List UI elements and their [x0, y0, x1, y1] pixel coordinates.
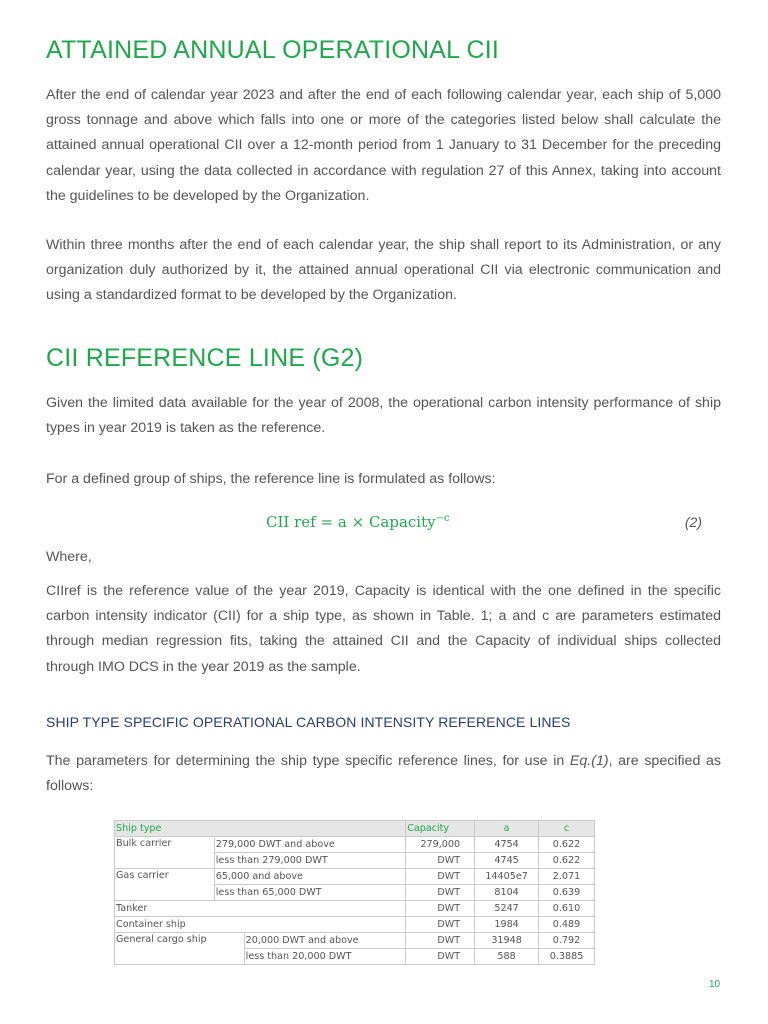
header-capacity: Capacity — [406, 821, 475, 837]
cell-capacity: DWT — [406, 917, 475, 933]
equation-number: (2) — [684, 514, 702, 530]
cell-c: 0.622 — [539, 837, 595, 853]
cell-ship-type: Bulk carrier — [115, 837, 215, 869]
header-c: c — [539, 821, 595, 837]
cell-a: 14405e7 — [475, 869, 539, 885]
cell-condition: less than 20,000 DWT — [244, 949, 406, 965]
cell-c: 2.071 — [539, 869, 595, 885]
header-a: a — [475, 821, 539, 837]
cell-c: 0.792 — [539, 933, 595, 949]
paragraph-reference-2: For a defined group of ships, the reference line is formulated as follows: — [46, 471, 496, 487]
equation-equals: = — [320, 513, 334, 531]
cell-c: 0.610 — [539, 901, 595, 917]
subsection-heading: SHIP TYPE SPECIFIC OPERATIONAL CARBON INTENSITY REFERENCE LINES — [46, 714, 571, 730]
table-intro-text: The parameters for determining the ship type specific reference lines, for use in — [46, 753, 570, 769]
cell-condition: 65,000 and above — [214, 869, 405, 885]
cell-ship-type: Gas carrier — [115, 869, 215, 901]
cell-condition: less than 279,000 DWT — [214, 853, 405, 869]
cell-capacity: DWT — [406, 853, 475, 869]
cell-capacity: DWT — [406, 949, 475, 965]
table-header-row — [115, 821, 595, 837]
cell-a: 5247 — [475, 901, 539, 917]
cell-ship-type: General cargo ship — [115, 933, 245, 965]
cell-capacity: DWT — [406, 933, 475, 949]
paragraph-reference-3: CIIref is the reference value of the year 2019, Capacity is identical with the one defined in the specific carbon intensity indicator (CII) for a ship type, as shown in Table. 1; a and c are parameters estimated through median regression fits, taking the attained CII and the Capacity of individual ships collected through IMO DCS in the year 2019 as the sample. — [46, 583, 721, 675]
header-ship-type: Ship type — [115, 821, 406, 837]
cell-c: 0.489 — [539, 917, 595, 933]
table-row — [115, 933, 595, 949]
where-label: Where, — [46, 549, 92, 565]
equation-a: a — [337, 513, 347, 531]
cell-condition: less than 65,000 DWT — [214, 885, 405, 901]
equation-row — [46, 513, 721, 539]
table-row — [115, 901, 595, 917]
cell-c: 0.639 — [539, 885, 595, 901]
paragraph-attained-cii-2: Within three months after the end of each calendar year, the ship shall report to its Administration, or any organization duly authorized by it, the attained annual operational CII via electronic communication and using a standardized format to be developed by the Organization. — [46, 237, 721, 304]
paragraph-attained-cii-1: After the end of calendar year 2023 and after the end of each following calendar year, each ship of 5,000 gross tonnage and above which falls into one or more of the categories listed below shall calculate the attained annual operational CII over a 12-month period from 1 January to 31 December for the preceding calendar year, using the data collected in accordance with regulation 27 of this Annex, taking into account the guidelines to be developed by the Organization. — [46, 87, 721, 204]
equation-reference: Eq.(1) — [569, 753, 609, 769]
cell-a: 8104 — [475, 885, 539, 901]
cell-c: 0.3885 — [539, 949, 595, 965]
cell-condition: 279,000 DWT and above — [214, 837, 405, 853]
cell-condition: 20,000 DWT and above — [244, 933, 406, 949]
cell-a: 4754 — [475, 837, 539, 853]
table-row — [115, 837, 595, 853]
table-row — [115, 917, 595, 933]
cell-a: 31948 — [475, 933, 539, 949]
cell-a: 1984 — [475, 917, 539, 933]
paragraph-reference-1: Given the limited data available for the year of 2008, the operational carbon intensity performance of ship types in year 2019 is taken as the reference. — [46, 395, 721, 437]
cell-capacity: DWT — [406, 901, 475, 917]
cell-capacity: DWT — [406, 885, 475, 901]
cell-ship-type: Tanker — [115, 901, 406, 917]
paragraph-table-intro — [46, 749, 721, 799]
cell-c: 0.622 — [539, 853, 595, 869]
cell-ship-type: Container ship — [115, 917, 406, 933]
equation-capacity: Capacity — [368, 513, 436, 531]
cell-capacity: DWT — [406, 869, 475, 885]
cell-a: 4745 — [475, 853, 539, 869]
equation-times: × — [351, 513, 365, 531]
equation-exponent: −c — [435, 513, 450, 524]
section-heading-attained-cii: ATTAINED ANNUAL OPERATIONAL CII — [46, 36, 500, 64]
cell-a: 588 — [475, 949, 539, 965]
reference-line-parameters-table — [114, 820, 595, 965]
table-row — [115, 869, 595, 885]
page-number: 10 — [709, 979, 721, 990]
cell-capacity: 279,000 — [406, 837, 475, 853]
section-heading-reference-line: CII REFERENCE LINE (G2) — [46, 344, 364, 372]
table-intro-text-end: , are specified as follows: — [46, 753, 721, 795]
equation — [266, 513, 450, 531]
equation-lhs: CII ref — [266, 513, 316, 531]
